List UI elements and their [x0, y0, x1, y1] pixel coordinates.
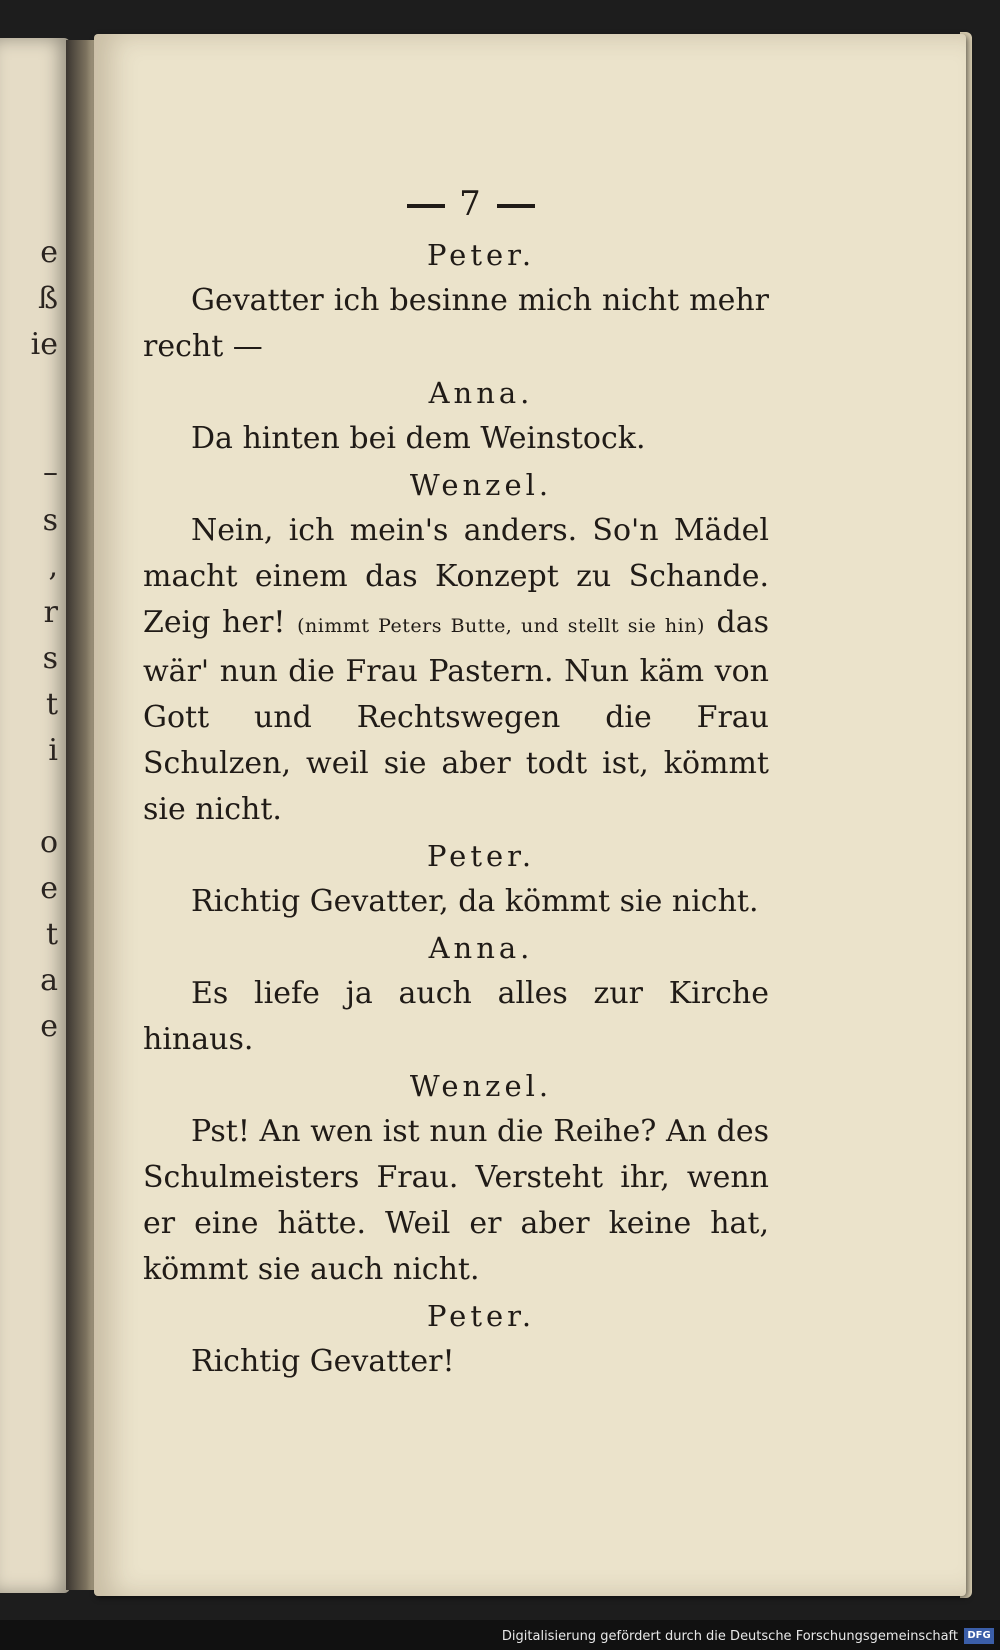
- speaker-label: Wenzel.: [409, 468, 553, 502]
- speech-part: das wär' nun die Frau Pastern. Nun käm von Gott und Rechtswegen die Frau Schulzen, weil sie aber todt ist, kömmt sie nicht.: [143, 605, 769, 827]
- dash-left: [407, 204, 445, 208]
- previous-page-fragment: –: [43, 455, 58, 490]
- previous-page-fragment: a: [40, 963, 58, 998]
- speech-text: Pst! An wen ist nun die Reihe? An des Schulmeisters Frau. Versteht ihr, wenn er eine hätte. Weil er aber keine hat, kömmt sie auch nicht.: [143, 1114, 769, 1287]
- previous-page-fragment: i: [48, 733, 58, 768]
- speech-text: Gevatter ich besinne mich nicht mehr recht —: [143, 283, 769, 364]
- page-number-header: [143, 176, 769, 232]
- speech-part: Nein, ich mein's anders. So'n Mädel macht einem das Konzept zu Schande. Zeig her!: [143, 513, 769, 640]
- speech-text: [143, 508, 769, 833]
- dash-right: [497, 204, 535, 208]
- previous-page-fragment: s: [42, 641, 58, 676]
- page-number: 7: [459, 184, 483, 224]
- previous-page-edge: [0, 38, 70, 1593]
- previous-page-fragment: r: [43, 595, 58, 630]
- previous-page-fragment: t: [45, 687, 58, 722]
- previous-page-fragment: o: [39, 825, 58, 860]
- previous-page-fragment: e: [40, 1009, 58, 1044]
- speaker-label: Wenzel.: [409, 1069, 553, 1103]
- previous-page-fragment: e: [40, 235, 58, 270]
- previous-page-fragment: ,: [48, 549, 58, 584]
- previous-page-fragment: ie: [30, 327, 58, 362]
- dfg-logo: DFG: [964, 1628, 994, 1644]
- speaker-label: Anna.: [428, 376, 534, 410]
- page-text: [143, 176, 769, 1385]
- speaker-label: Anna.: [428, 931, 534, 965]
- previous-page-fragment: s: [42, 503, 58, 538]
- speech-text: Richtig Gevatter, da kömmt sie nicht.: [191, 884, 759, 919]
- speech-text: Da hinten bei dem Weinstock.: [191, 421, 646, 456]
- previous-page-fragment: e: [40, 871, 58, 906]
- speech-text: Es liefe ja auch alles zur Kirche hinaus.: [143, 976, 769, 1057]
- footer-bar: [0, 1620, 1000, 1650]
- previous-page-fragment: t: [45, 917, 58, 952]
- speech-text: Richtig Gevatter!: [191, 1344, 455, 1379]
- stage-direction: (nimmt Peters Butte, und stellt sie hin): [297, 615, 705, 637]
- speaker-label: Peter.: [426, 1299, 536, 1333]
- speaker-label: Peter.: [426, 238, 536, 272]
- digitization-credit: Digitalisierung gefördert durch die Deutsche Forschungsgemeinschaft: [501, 1629, 958, 1644]
- previous-page-fragment: ß: [37, 281, 58, 316]
- speaker-label: Peter.: [426, 839, 536, 873]
